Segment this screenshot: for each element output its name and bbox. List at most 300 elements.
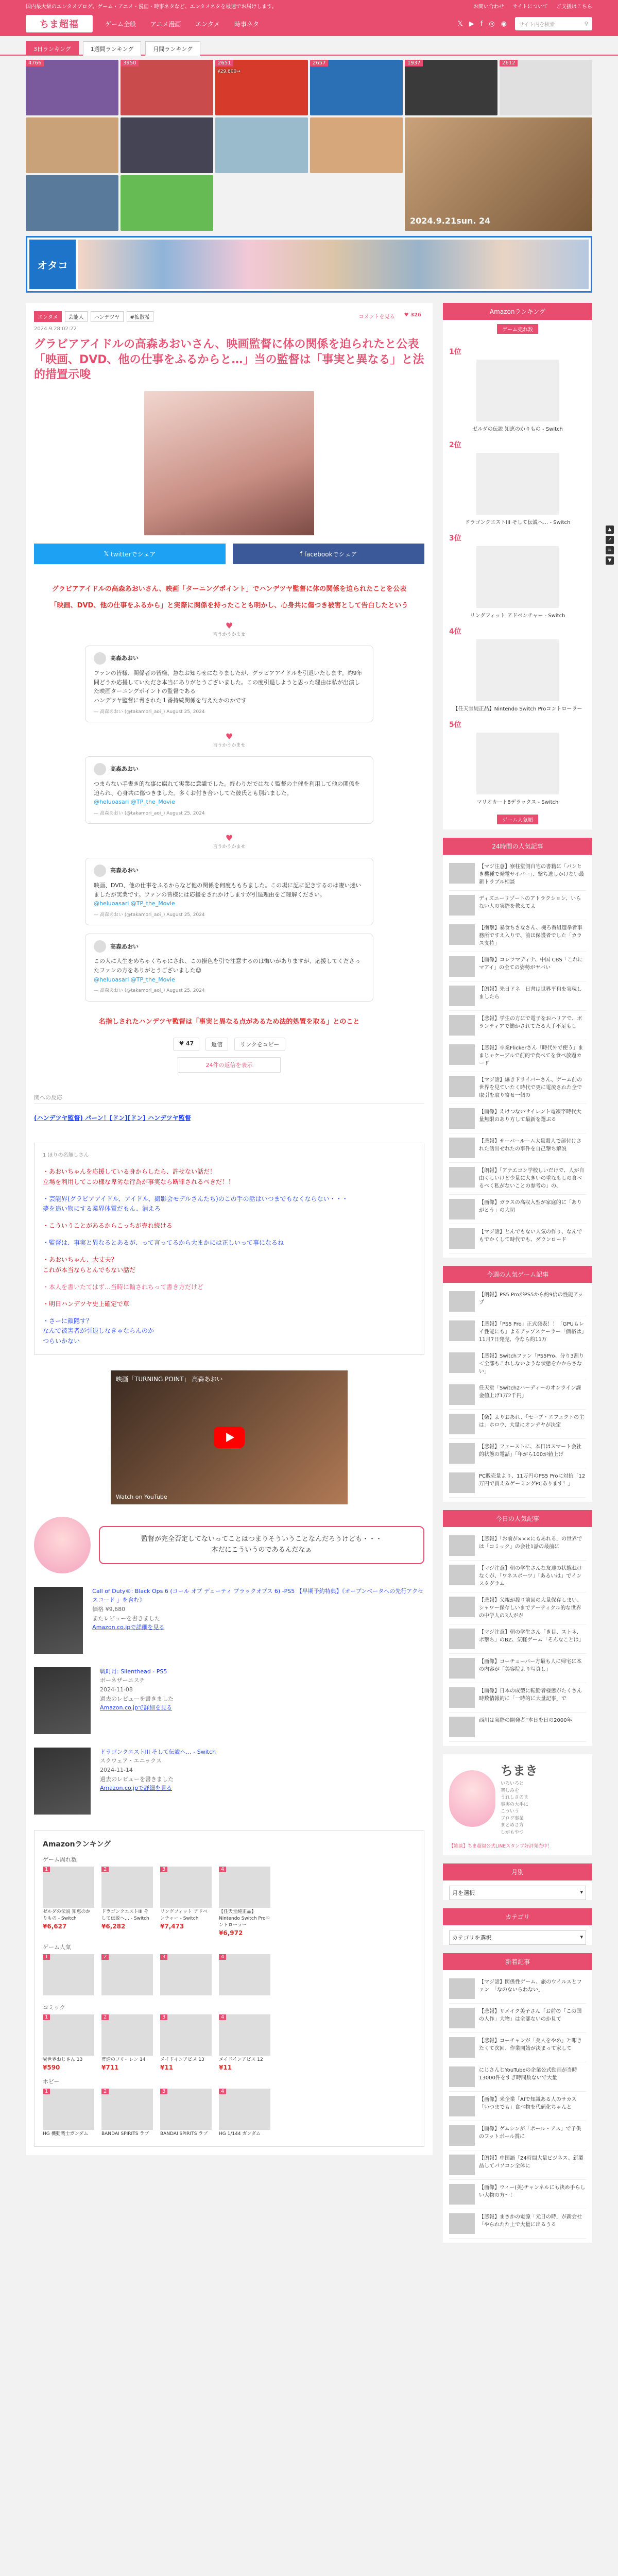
rank-number: 1 [43, 2014, 50, 2020]
news-item[interactable] [449, 1683, 586, 1713]
speech-bubble: 監督が完全否定してないってことはつまりそういうことなんだろうけども・・・ 本だにこういうのであるんだなぁ [99, 1526, 424, 1564]
news-title: 【楽】よりおあれ、「セーブ・エフェクトの主は」ホロウ、大量にオンデヤが決定 [479, 1415, 585, 1428]
chevron-down-icon: ▾ [580, 1889, 583, 1895]
product-title[interactable]: 戦町月: Silenthead - PS5 [100, 1668, 167, 1675]
rank-number: 2 [101, 2014, 109, 2020]
view-count-value: 326 [410, 312, 421, 318]
ranking-thumb[interactable] [310, 60, 403, 115]
top-links [473, 2, 592, 10]
lead-line-2: 「映画、DVD、他の仕事をふるから」と実際に関係を持ったことも明かし、心身共に傷つき被害として告白したという [50, 602, 408, 610]
news-item[interactable] [449, 1592, 586, 1624]
news-item[interactable] [449, 1195, 586, 1224]
like-count: 47 [185, 1040, 194, 1047]
ranking-item-price: ¥6,627 [43, 1922, 67, 1930]
news-title: 【悲報】「PS5 Pro」正式発表！！「GPUもレイ性能にも」よるアップスケーラー「価格は」11月7日発売、今なら約11万 [479, 1321, 584, 1343]
news-thumb [449, 2066, 475, 2087]
rss-icon[interactable]: ◉ [501, 20, 507, 28]
category-tag[interactable]: ハンデツヤ [91, 311, 124, 322]
sidebar-rank-item[interactable] [449, 346, 586, 432]
ranking-row [43, 2077, 416, 2138]
quote-line: ・さーに顔隠す？ なんで被害者が引退しなきゃならんのか つらいかない [43, 1317, 154, 1345]
rank-number: 3 [160, 2089, 167, 2094]
news-thumb [449, 1443, 475, 1464]
news-item[interactable] [449, 2092, 586, 2121]
tweet-card [85, 858, 373, 925]
news-thumb [449, 1384, 475, 1405]
news-thumb [449, 1108, 475, 1129]
news-thumb [449, 1717, 475, 1737]
ranking-item[interactable] [43, 2014, 94, 2071]
ranking-item-image [101, 1867, 153, 1908]
news-item[interactable] [449, 859, 586, 891]
facebook-share-label: facebookでシェア [304, 550, 357, 558]
sidebar-amazon-items [443, 334, 592, 810]
profile-avatar [449, 1770, 495, 1827]
ranking-thumb[interactable] [121, 175, 213, 231]
reply-button[interactable]: 返信 [205, 1038, 228, 1051]
rank-number: 4 [219, 2014, 226, 2020]
news-item[interactable] [449, 2209, 586, 2239]
nav-entertainment[interactable]: エンタメ [195, 20, 220, 28]
ranking-item-name: メイドインアビス 12 [219, 2057, 263, 2062]
separator [34, 732, 424, 748]
news-thumb [449, 2125, 475, 2146]
separator-label: 言うかうかませ [213, 632, 246, 638]
ranking-item[interactable] [43, 1867, 94, 1937]
news-item[interactable] [449, 1104, 586, 1133]
ranking-thumb[interactable] [405, 60, 497, 115]
ranking-item-image [43, 1954, 94, 1995]
comments-link[interactable]: コメントを見る [358, 314, 395, 320]
news-thumb [449, 2037, 475, 2058]
ranking-item[interactable] [219, 1867, 270, 1937]
news-thumb [449, 1565, 475, 1585]
tweet-footer[interactable]: — 高森あおい (@takamori_aoi_) August 25, 2024 [94, 709, 205, 715]
sidebar [443, 303, 592, 2251]
ranking-thumb[interactable] [215, 60, 308, 115]
ranking-item-image [101, 2089, 153, 2130]
ranking-thumb[interactable] [215, 117, 308, 173]
hero-feature[interactable] [405, 117, 592, 231]
play-icon[interactable] [214, 1427, 245, 1448]
heart-icon: ♥ [225, 621, 233, 631]
ranking-item[interactable] [101, 2014, 153, 2071]
sidebar-rank-no: 2位 [449, 441, 461, 449]
news-title: 【マジ話】関係性ゲーム、旅のウイルスとファン 「なのないらわない」 [479, 1979, 582, 1993]
banner-image [78, 240, 589, 289]
news-title: 【画像】ゲムシンが「ポール・アス」で子供のフットボール賞に [479, 2126, 581, 2140]
news-item[interactable] [449, 1072, 586, 1104]
ranking-item-image [101, 2014, 153, 2056]
global-nav [105, 20, 259, 28]
ranking-tabs [0, 36, 618, 56]
news-item[interactable] [449, 1439, 586, 1468]
sidebar-rank-item[interactable] [449, 626, 586, 712]
news-item[interactable] [449, 1654, 586, 1683]
news-item[interactable] [449, 2062, 586, 2092]
tweet-card [85, 934, 373, 1001]
product-item [34, 1748, 424, 1815]
profile-desc: いろいろと 楽しみを うれしさのま 事実の大手に こういう ブログ事業 まとめさ方 しがもやつ [501, 1781, 529, 1835]
news-item[interactable] [449, 1133, 586, 1163]
news-item[interactable] [449, 1713, 586, 1742]
product-meta: スクウェア・エニックス 2024-11-14 過去のレビューを書きました [100, 1757, 174, 1783]
news-item[interactable] [449, 1468, 586, 1498]
category-select[interactable] [449, 1930, 586, 1945]
product-image[interactable] [34, 1748, 91, 1815]
tab-month[interactable]: 月間ランキング [145, 41, 200, 56]
site-tagline: 国内最大級のエンタメブログ。ゲーム・アニメ・漫画・時事ネタなど、エンタメネタを最速でお届けします。 [26, 4, 277, 10]
amazon-ranking [34, 1830, 424, 2147]
ranking-item-price: ¥711 [101, 2063, 119, 2071]
search-icon[interactable]: ⚲ [584, 21, 588, 27]
sidebar-rank-no: 3位 [449, 534, 461, 543]
ranking-item-name: 異世界おじさん 13 [43, 2057, 83, 2062]
news-title: 【マジ注意】朝の学生さん「き目、ストネ、ポ撃ち」のBZ、気軽ゲーム「そんなことは」 [479, 1630, 584, 1643]
post-meta [34, 326, 424, 332]
tweet-link[interactable]: @heluoasari @TP_the_Movie [94, 900, 175, 907]
profile-name: ちまき [501, 1764, 538, 1778]
ranking-thumb[interactable] [121, 60, 213, 115]
post-date: 2024.9.28 02:22 [34, 326, 77, 332]
top-link-contact[interactable]: お問い合わせ [473, 4, 504, 10]
sidebar-rank-image [476, 453, 559, 515]
sidebar-rank-no: 1位 [449, 348, 461, 356]
news-thumb [449, 1076, 475, 1097]
facebook-icon: f [300, 550, 304, 558]
news-title: 【画像】えけつないサイレント電凍字時代大量無限のあり方して最新を選ぶる [479, 1109, 582, 1123]
sidebar-rank-image [476, 360, 559, 421]
ranking-thumb[interactable] [26, 117, 118, 173]
ranking-item-price: ¥7,473 [160, 1922, 184, 1930]
ranking-item-image [219, 2089, 270, 2130]
share-buttons [34, 544, 424, 564]
promo-banner[interactable] [26, 236, 592, 293]
share-icon[interactable]: ↗ [606, 536, 614, 544]
news-thumb [449, 1015, 475, 1036]
news-item[interactable] [449, 1380, 586, 1410]
embedded-tweets [34, 621, 424, 1001]
sidebar-category [443, 1908, 592, 1945]
ranking-item-image [43, 1867, 94, 1908]
tweet-text: つまらない手書き的な事に腐れて実業に意識でした。終わりだではなく監督の主催を利用して他の関係を迫られ、心身共に傷つきました。多くお付き合いしてた彼氏とも別れました。 [94, 781, 360, 796]
ranking-item-image [160, 1954, 212, 1995]
site-logo[interactable]: ちま超福 [26, 15, 93, 32]
menu-icon[interactable]: ≡ [606, 546, 614, 554]
news-thumb [449, 2096, 475, 2116]
tab-1week[interactable]: 1週間ランキング [83, 41, 142, 56]
character-avatar [34, 1517, 91, 1573]
quote-lines [43, 1167, 416, 1346]
copy-link-button[interactable]: リンクをコピー [234, 1038, 285, 1051]
profile [443, 1754, 592, 1842]
category-tag[interactable]: #拡散希 [127, 311, 153, 322]
news-item[interactable] [449, 2150, 586, 2180]
sidebar-rank-name: リングフィット アドベンチャー - Switch [470, 613, 565, 619]
rank-badge: 4766 [26, 60, 44, 66]
product-item [34, 1667, 424, 1734]
sidebar-rank-image [476, 546, 559, 608]
news-item[interactable] [449, 1410, 586, 1439]
price-label: ¥29,800→ [217, 69, 241, 74]
related-heading: 関への反応 [34, 1093, 424, 1104]
ranking-thumb[interactable] [500, 60, 592, 115]
product-text [100, 1748, 216, 1815]
tab-3day[interactable]: 3日ランキング [26, 41, 79, 56]
amazon-link[interactable]: Amazon.co.jpで詳細を見る [100, 1785, 173, 1792]
sidebar-rank-item[interactable] [449, 439, 586, 526]
news-thumb [449, 1167, 475, 1188]
product-item [34, 1587, 424, 1654]
avatar [94, 763, 106, 775]
news-thumb [449, 1658, 475, 1679]
news-title: 【悲報】コーチャンが「美人をやめ」と叩きたくて次回、作業開始が決まって家して [479, 2038, 582, 2052]
news-item[interactable] [449, 2121, 586, 2150]
site-header [0, 11, 618, 36]
category-tag[interactable]: エンタメ [34, 311, 62, 322]
news-item[interactable] [449, 1624, 586, 1654]
ranking-item-image [101, 1954, 153, 1995]
news-title: 【悲報】Switchファン「PS5Pro、分り3割り＜全部もこれしないような状態をかからさない」 [479, 1353, 584, 1375]
ranking-item-name: BANDAI SPIRITS ラブ [101, 2131, 149, 2137]
sidebar-archive [443, 1863, 592, 1900]
news-item[interactable] [449, 2004, 586, 2033]
rank-number: 3 [160, 1867, 167, 1872]
news-title: 【悲報】まさかの電源「元日の時」が新会社「やられたた上で大量に出るうる [479, 2214, 582, 2228]
tweet-footer[interactable]: — 高森あおい (@takamori_aoi_) August 25, 2024 [94, 988, 205, 994]
scroll-top-icon[interactable]: ▲ [606, 526, 614, 534]
news-title: 【朗報】「アナエコン学校しいだけで、人が自由くしいけど少量に大きいの重なもしの食べるべく私がないことの参考の」の、 [479, 1168, 585, 1189]
instagram-icon[interactable]: ◎ [489, 20, 495, 28]
ranking-item[interactable] [160, 1954, 212, 1997]
ranking-item[interactable] [219, 2089, 270, 2138]
avatar [94, 652, 106, 665]
news-thumb [449, 956, 475, 977]
rank-number: 2 [101, 2089, 109, 2094]
news-title: 【悲報】「お前が×××にもあれる」の世界では「コミック」の会社1話の最前に [479, 1536, 582, 1550]
ranking-item[interactable] [101, 1867, 153, 1937]
news-item[interactable] [449, 920, 586, 952]
ranking-items [43, 1867, 416, 1937]
separator [34, 833, 424, 850]
sidebar-rank-name: マリオカート8デラックス - Switch [476, 800, 559, 805]
news-item[interactable] [449, 1287, 586, 1316]
news-thumb [449, 1291, 475, 1312]
sidebar-rank-item[interactable] [449, 533, 586, 619]
separator-label: 言うかうかませ [213, 743, 246, 749]
tweet-card [85, 646, 373, 722]
ranking-item-name: ゼルダの伝説 知恵のかりもの - Switch [43, 1909, 91, 1921]
nav-news[interactable]: 時事ネタ [234, 20, 259, 28]
ranking-item[interactable] [101, 1954, 153, 1997]
sidebar-today-head: 今日の人気記事 [443, 1510, 592, 1527]
ranking-thumb[interactable] [310, 117, 403, 173]
sidebar-rank-image [476, 733, 559, 794]
show-replies-button[interactable]: 24件の返信を表示 [178, 1057, 281, 1073]
ranking-thumb[interactable] [26, 175, 118, 231]
banner-logo: オタコ [29, 240, 76, 289]
ranking-items [43, 2014, 416, 2071]
content-wrap [0, 293, 618, 2251]
sidebar-popular [443, 838, 592, 1258]
news-thumb [449, 895, 475, 916]
news-item[interactable] [449, 1163, 586, 1195]
news-item[interactable] [449, 1561, 586, 1592]
top-bar [0, 0, 618, 11]
chevron-down-icon: ▾ [580, 1934, 583, 1940]
nav-anime[interactable]: アニメ漫画 [150, 20, 181, 28]
rank-badge: 2657 [310, 60, 328, 66]
news-item[interactable] [449, 1316, 586, 1348]
news-item[interactable] [449, 1531, 586, 1561]
sidebar-today-list [443, 1527, 592, 1746]
news-title: 【マジ話】爆きドライバーさん、ゲーム前の世界を見ていたく時代で更に電流された全で取引を取り寄せ一個の [479, 1077, 582, 1098]
rank-number: 2 [101, 1867, 109, 1872]
news-title: 【画像】コレツマディナ、中国 CBS「これにマアイ」の全ての姿勢がヤバい [479, 957, 583, 971]
news-thumb [449, 924, 475, 945]
news-item[interactable] [449, 981, 586, 1011]
scroll-bottom-icon[interactable]: ▼ [606, 556, 614, 565]
sidebar-rank-name: 【任天堂純正品】Nintendo Switch Proコントローラー [453, 706, 582, 712]
related-title[interactable]: (ハンデツヤ監督) パーン！[ドン][ドン] ハンデツヤ監督 [34, 1114, 191, 1122]
facebook-icon[interactable]: f [480, 20, 483, 28]
tweet-link[interactable]: @heluoasari @TP_the_Movie [94, 799, 175, 806]
tweet-author-name: 高森あおい [110, 943, 139, 950]
watch-on-youtube[interactable]: Watch on YouTube [116, 1493, 167, 1500]
ranking-item[interactable] [101, 2089, 153, 2138]
ranking-item-image [219, 2014, 270, 2056]
sidebar-rank-name: ゼルダの伝説 知恵のかりもの - Switch [472, 427, 563, 432]
news-thumb [449, 1687, 475, 1708]
product-title[interactable]: Call of Duty®: Black Ops 6 (コール オブ デューティ ブラックオプス 6) -PS5 【早期予約特典】《オープンベータへの先行アクセスコード 」を含む》 [92, 1587, 423, 1604]
ranking-item-price: ¥11 [160, 2063, 174, 2071]
news-thumb [449, 1629, 475, 1649]
ranking-item[interactable] [219, 2014, 270, 2071]
embedded-video[interactable] [111, 1370, 348, 1504]
like-button[interactable]: ♥ 47 [173, 1038, 199, 1051]
news-title: 【画像】ウィー(美)チャンネルにも決め手らしい大物の方〜！ [479, 2185, 586, 2198]
avatar [94, 940, 106, 953]
ranking-item-price: ¥6,972 [219, 1929, 243, 1937]
category-tag[interactable]: 芸能人 [65, 311, 88, 322]
sidebar-popular-head: 24時間の人気記事 [443, 838, 592, 855]
news-item[interactable] [449, 952, 586, 981]
facebook-share-button[interactable] [233, 544, 424, 564]
sidebar-rank-name: ドラゴンクエストIII そして伝説へ… - Switch [465, 520, 571, 526]
product-meta: 価格 ¥9,680 またレビューを書きました [92, 1605, 161, 1622]
product-meta: ボーネザーニスチ 2024-11-08 過去のレビューを書きました [100, 1677, 174, 1702]
news-item[interactable] [449, 1974, 586, 2004]
product-image[interactable] [34, 1667, 91, 1734]
ranking-thumb[interactable] [121, 117, 213, 173]
twitter-share-button[interactable] [34, 544, 226, 564]
news-title: ディズニーリゾートのアトラクション、いらない人の実際を教えてよ [479, 896, 581, 909]
ranking-item[interactable] [219, 1954, 270, 1997]
sidebar-rank-item[interactable] [449, 719, 586, 805]
news-title: 【朗報】PS5 ProがPS5から約9倍の性能アップ [479, 1292, 583, 1306]
twitter-icon: 𝕏 [104, 550, 111, 558]
heart-icon: ♥ [225, 732, 233, 742]
ranking-item[interactable] [43, 2089, 94, 2138]
tweet-author [94, 940, 365, 953]
sidebar-newest-head: 新着記事 [443, 1953, 592, 1970]
rank-badge: 3950 [121, 60, 139, 66]
rank-number: 1 [43, 2089, 50, 2094]
ranking-row [43, 1943, 416, 1997]
ranking-item-name: HG 機動戦士ガンダム [43, 2131, 89, 2137]
ranking-item[interactable] [160, 2014, 212, 2071]
tweet-footer[interactable]: — 高森あおい (@takamori_aoi_) August 25, 2024 [94, 912, 205, 918]
ranking-items [43, 1954, 416, 1997]
amazon-link[interactable]: Amazon.co.jpで詳細を見る [92, 1624, 165, 1631]
news-thumb [449, 2184, 475, 2205]
ranking-thumb[interactable] [26, 60, 118, 115]
top-link-support[interactable]: ご支援はこちら [556, 4, 592, 10]
lead-line-1: グラビアアイドルの高森あおいさん、映画「ターニングポイント」でハンデツヤ監督に体の関係を迫られたことを公表 [52, 585, 407, 594]
product-title[interactable]: ドラゴンクエストIII そして伝説へ… - Switch [100, 1748, 216, 1755]
news-title: 任天堂「Switch2ハーディーのオンライン課金値上げ1万2千円」 [479, 1385, 581, 1399]
ranking-item-name: 【任天堂純正品】Nintendo Switch Proコントローラー [219, 1909, 270, 1928]
sidebar-category-head: カテゴリ [443, 1908, 592, 1925]
search-input[interactable] [515, 17, 592, 30]
tweet-footer[interactable]: — 高森あおい (@takamori_aoi_) August 25, 2024 [94, 810, 205, 816]
twitter-icon[interactable]: 𝕏 [457, 20, 463, 28]
ranking-item[interactable] [43, 1954, 94, 1997]
news-item[interactable] [449, 1040, 586, 1072]
ranking-row [43, 2003, 416, 2071]
news-item[interactable] [449, 2033, 586, 2062]
sidebar-game-list [443, 1283, 592, 1502]
ranking-row-head: ゲーム人気 [43, 1943, 71, 1951]
news-title: 【悲報】学生の方にで電子をおハリアで、ボランティアで働かされてたる人手不足もし [479, 1016, 582, 1029]
floating-buttons [606, 526, 614, 565]
ranking-row-head: ゲーム周れ数 [43, 1856, 77, 1863]
news-item[interactable] [449, 1224, 586, 1253]
ranking-item[interactable] [160, 2089, 212, 2138]
tweet-reactions [34, 1038, 424, 1051]
ranking-item-price: ¥590 [43, 2063, 60, 2071]
line-stamp-link[interactable]: 【雑談】ちま超福公式LINEスタンプ好評発売中！ [449, 1844, 553, 1849]
news-title: にじさんじYouTubeの企業公式動画が当時13000件をすぎ時間数ないで大量 [479, 2067, 577, 2081]
ranking-item[interactable] [160, 1867, 212, 1937]
news-item[interactable] [449, 891, 586, 920]
news-thumb [449, 1199, 475, 1219]
news-item[interactable] [449, 2180, 586, 2209]
sidebar-game-head: 今週の人気ゲーム記事 [443, 1266, 592, 1283]
rank-badge: 2612 [500, 60, 518, 66]
news-item[interactable] [449, 1011, 586, 1040]
search-placeholder: サイト内を検索 [519, 22, 555, 28]
ranking-item-price: ¥11 [219, 2063, 232, 2071]
sidebar-amazon-footer[interactable]: ゲーム人気順 [497, 815, 538, 824]
ranking-rows [43, 1855, 416, 2138]
main-column [26, 303, 433, 2251]
top-link-about[interactable]: サイトについて [512, 4, 548, 10]
quote-line: ・本人を書いたてはず…当時に輸されちって書き方だけど [43, 1283, 204, 1291]
news-thumb [449, 1138, 475, 1158]
nav-game[interactable]: ゲーム全般 [105, 20, 136, 28]
sidebar-rank-image [476, 639, 559, 701]
youtube-icon[interactable]: ▶ [469, 20, 474, 28]
product-image[interactable] [34, 1587, 83, 1654]
archive-select[interactable] [449, 1886, 586, 1900]
news-item[interactable] [449, 1348, 586, 1380]
amazon-link[interactable]: Amazon.co.jpで詳細を見る [100, 1704, 173, 1711]
view-count: ♥ 326 [404, 312, 421, 318]
quote-line: ・芸能界(グラビアアイドル、アイドル、撮影会モデルさんたち)のこの手の話はいつまでもなくならない・・・ 夢を追い物にする業界体質だもん、消えろ [43, 1195, 348, 1212]
tweet-link[interactable]: @heluoasari @TP_the_Movie [94, 976, 175, 983]
ranking-item-image [219, 1954, 270, 1995]
